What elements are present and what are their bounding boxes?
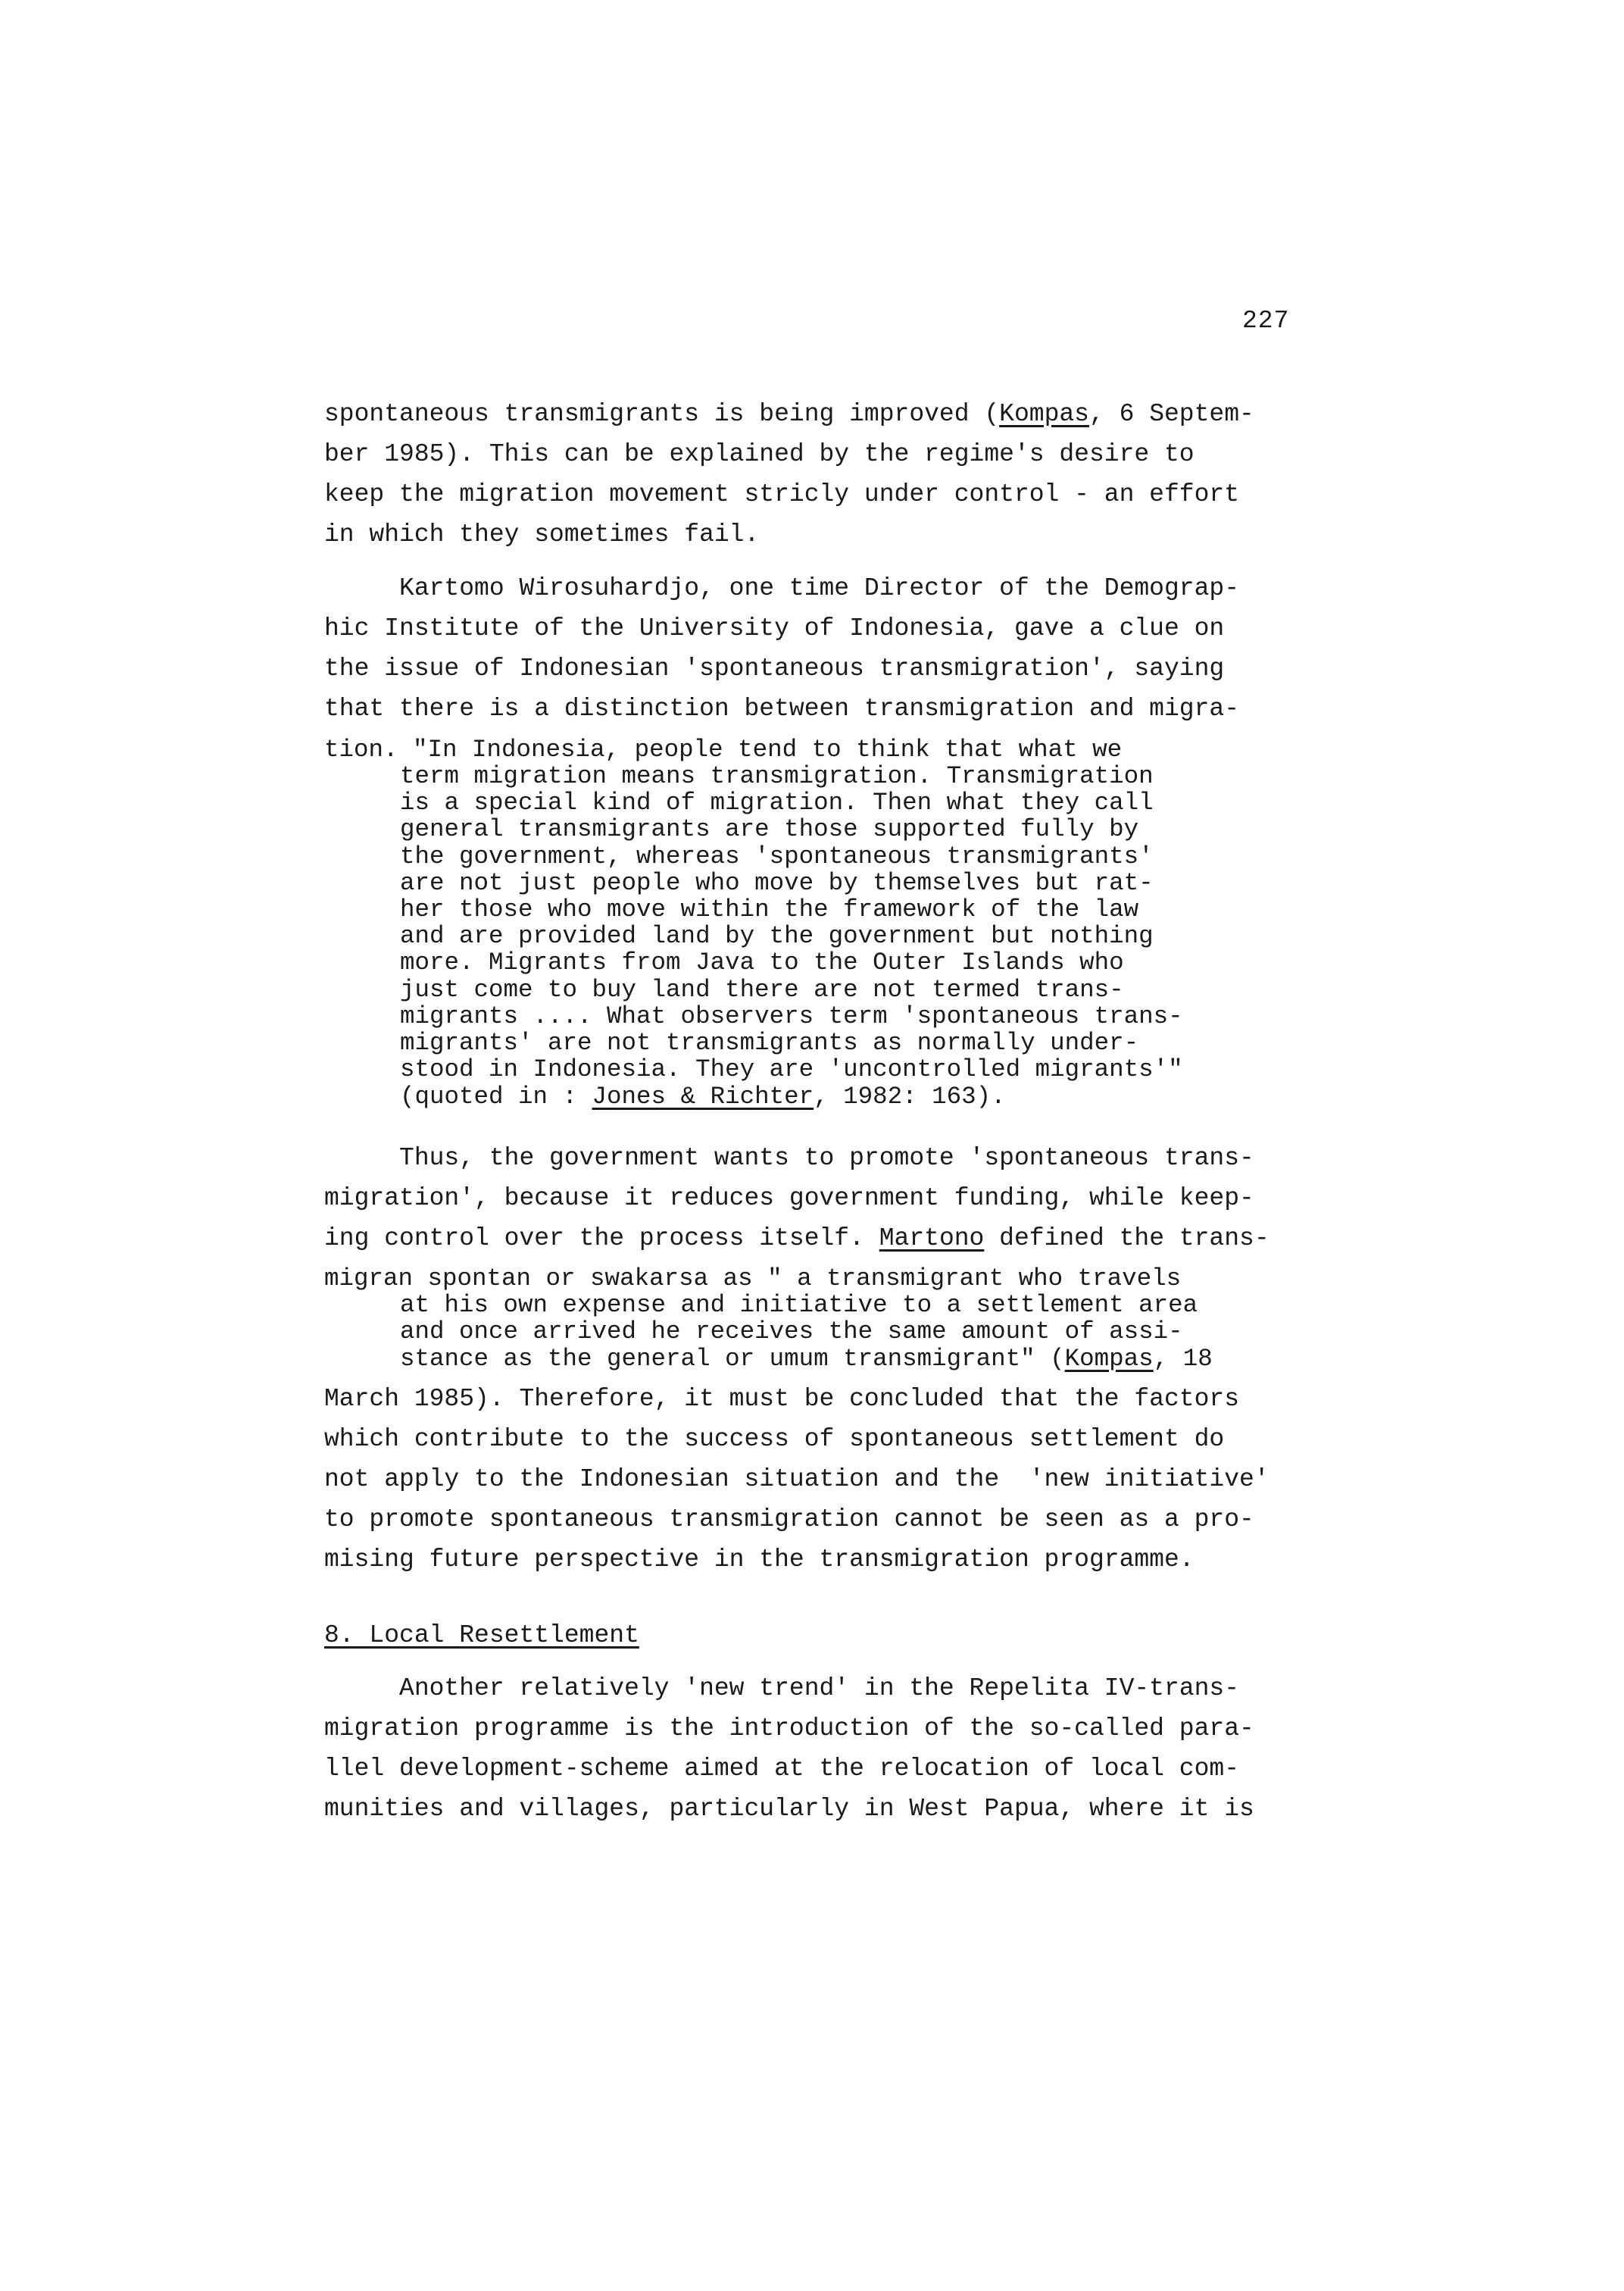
reference-kompas: Kompas <box>1064 1345 1154 1373</box>
text-line: Kartomo Wirosuhardjo, one time Director of the Demograp- <box>324 574 1239 602</box>
text-line: migration', because it reduces government funding, while keep- <box>324 1184 1254 1212</box>
text-line: not apply to the Indonesian situation and the 'new initiative' <box>324 1465 1270 1493</box>
reference-jones-richter: Jones & Richter <box>592 1083 814 1111</box>
text-span: (quoted in : <box>400 1083 592 1111</box>
quote-last-line <box>400 1346 1213 1372</box>
text-line: March 1985). Therefore, it must be concluded that the factors <box>324 1385 1239 1413</box>
text-line: munities and villages, particularly in West Papua, where it is <box>324 1795 1254 1823</box>
text-line: which contribute to the success of spontaneous settlement do <box>324 1425 1225 1453</box>
text-span: spontaneous transmigrants is being improved ( <box>324 400 1000 428</box>
text-line <box>324 1218 1339 1259</box>
text-line: keep the migration movement stricly under control - an effort <box>324 480 1239 508</box>
text-span: , 18 <box>1153 1345 1213 1373</box>
text-line <box>324 394 1339 435</box>
page-number: 227 <box>1242 307 1290 335</box>
text-span: defined the trans- <box>984 1224 1270 1252</box>
text-line: ber 1985). This can be explained by the regime's desire to <box>324 440 1195 468</box>
text-line: Thus, the government wants to promote 'spontaneous trans- <box>324 1144 1254 1172</box>
text-line: migration programme is the introduction of the so-called para- <box>324 1714 1254 1742</box>
reference-martono: Martono <box>879 1224 985 1252</box>
text-line: the issue of Indonesian 'spontaneous transmigration', saying <box>324 655 1225 683</box>
block-quote: term migration means transmigration. Transmigration is a special kind of migration. Then what they call general transmigrants are those supported fully by the government, whereas 'spontaneous transmigrants' are not just people who move by themselves but rat- her those who move within the framework of the law and are provided land by the government but nothing more. Migrants from Java to the Outer Islands who just come to buy land there are not termed trans- migrants .... What observers term 'spontaneous trans- migrants' are not transmigrants as normally under- stood in Indonesia. They are 'uncontrolled migrants'" <box>400 762 1183 1084</box>
section-heading: 8. Local Resettlement <box>324 1621 639 1649</box>
text-line: llel development-scheme aimed at the relocation of local com- <box>324 1755 1239 1783</box>
block-quote: at his own expense and initiative to a settlement area and once arrived he receives the same amount of assi- <box>400 1291 1198 1346</box>
text-line: in which they sometimes fail. <box>324 520 760 549</box>
text-span: stance as the general or umum transmigrant" ( <box>400 1345 1065 1373</box>
text-line: that there is a distinction between transmigration and migra- <box>324 695 1239 723</box>
quote-lead-line: migran spontan or swakarsa as " a transmigrant who travels <box>324 1264 1182 1292</box>
text-line: to promote spontaneous transmigration cannot be seen as a pro- <box>324 1505 1254 1533</box>
text-span: ing control over the process itself. <box>324 1224 879 1252</box>
quote-citation <box>400 1083 1006 1110</box>
reference-kompas: Kompas <box>999 400 1089 428</box>
quote-lead-line: tion. "In Indonesia, people tend to think that what we <box>324 736 1123 764</box>
text-span: , 1982: 163). <box>814 1083 1006 1111</box>
text-line: Another relatively 'new trend' in the Repelita IV-trans- <box>324 1674 1239 1702</box>
text-span: , 6 Septem- <box>1088 400 1254 428</box>
text-line: mising future perspective in the transmigration programme. <box>324 1546 1195 1574</box>
text-line: hic Institute of the University of Indonesia, gave a clue on <box>324 614 1225 642</box>
